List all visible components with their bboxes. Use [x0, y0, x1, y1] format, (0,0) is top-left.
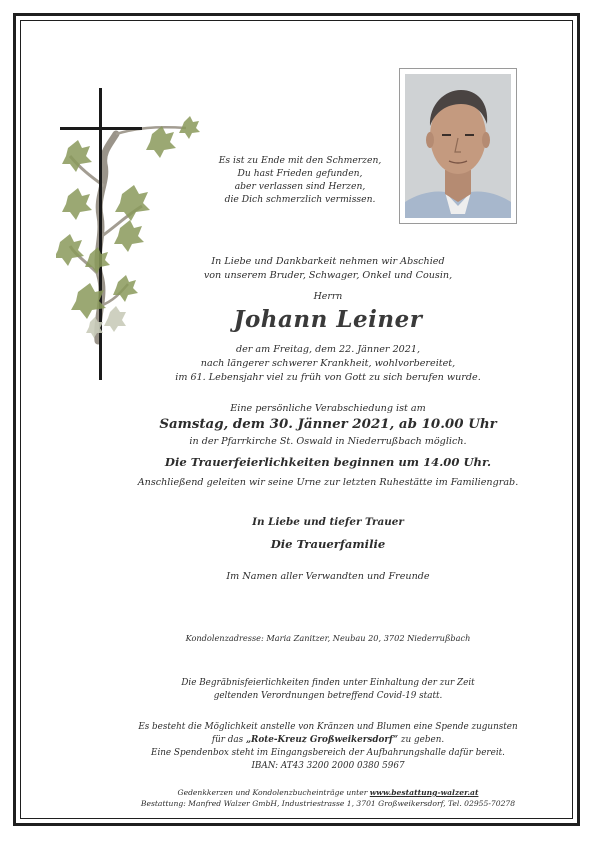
farewell-intro: Eine persönliche Verabschiedung ist am: [230, 403, 426, 414]
farewell-date: Samstag, dem 30. Jänner 2021, ab 10.00 Uhr: [159, 416, 497, 432]
footer-text: Gedenkkerzen und Kondolenzbucheinträge unter: [177, 788, 370, 797]
donation-line: Es besteht die Möglichkeit anstelle von Kränzen und Blumen eine Spende zugunsten: [138, 722, 518, 732]
death-notice-line: der am Freitag, dem 22. Jänner 2021,: [235, 344, 421, 355]
covid-line: geltenden Verordnungen betreffend Covid-19 statt.: [213, 691, 443, 701]
website-link[interactable]: www.bestattung-walzer.at: [369, 788, 479, 797]
covid-notice: [100, 677, 556, 703]
donation-iban: IBAN: AT43 3200 2000 0380 5967: [251, 761, 405, 771]
covid-line: Die Begräbnisfeierlichkeiten finden unter Einhaltung der zur Zeit: [181, 678, 475, 688]
footer-funeral-home: Bestattung: Manfred Walzer GmbH, Industriestrasse 1, 3701 Großweikersdorf, Tel. 02955-70278: [140, 799, 516, 808]
condolence-address: Kondolenzadresse: Maria Zanitzer, Neubau 20, 3702 Niederrußbach: [185, 633, 471, 643]
signature-family: Die Trauerfamilie: [270, 537, 386, 551]
donation-organization: „Rote-Kreuz Großweikersdorf“: [245, 735, 399, 745]
farewell-location: in der Pfarrkirche St. Oswald in Niederrußbach möglich.: [189, 436, 467, 447]
donation-line: [60, 734, 595, 747]
cross-with-grapevine-icon: [56, 86, 206, 386]
poem-line: aber verlassen sind Herzen,: [234, 181, 366, 192]
signature-relatives: Im Namen aller Verwandten und Freunde: [226, 571, 430, 582]
deceased-name: Johann Leiner: [233, 306, 423, 333]
intro-text: [100, 255, 556, 283]
salutation: Herrn: [313, 291, 343, 302]
donation-text: für das: [211, 735, 246, 745]
death-notice-line: im 61. Lebensjahr viel zu früh von Gott zu sich berufen wurde.: [175, 372, 481, 383]
poem-line: die Dich schmerzlich vermissen.: [224, 194, 376, 205]
poem-line: Du hast Frieden gefunden,: [237, 168, 363, 179]
intro-line: In Liebe und Dankbarkeit nehmen wir Abschied: [211, 256, 445, 267]
donation-line: Eine Spendenbox steht im Eingangsbereich der Aufbahrungshalle dafür bereit.: [151, 748, 505, 758]
footer-line: [100, 787, 556, 798]
ceremony-time: Die Trauerfeierlichkeiten beginnen um 14.00 Uhr.: [164, 455, 492, 469]
donation-text: zu geben.: [398, 735, 445, 745]
death-notice-line: nach längerer schwerer Krankheit, wohlvorbereitet,: [200, 358, 456, 369]
footer: [100, 787, 556, 809]
donation-notice: [60, 721, 595, 773]
signature-line: In Liebe und tiefer Trauer: [252, 516, 404, 528]
intro-line: von unserem Bruder, Schwager, Onkel und Cousin,: [203, 270, 453, 281]
poem-line: Es ist zu Ende mit den Schmerzen,: [218, 155, 382, 166]
poem: [170, 154, 430, 206]
urn-burial: Anschließend geleiten wir seine Urne zur letzten Ruhestätte im Familiengrab.: [137, 477, 519, 488]
death-notice: [100, 343, 556, 385]
